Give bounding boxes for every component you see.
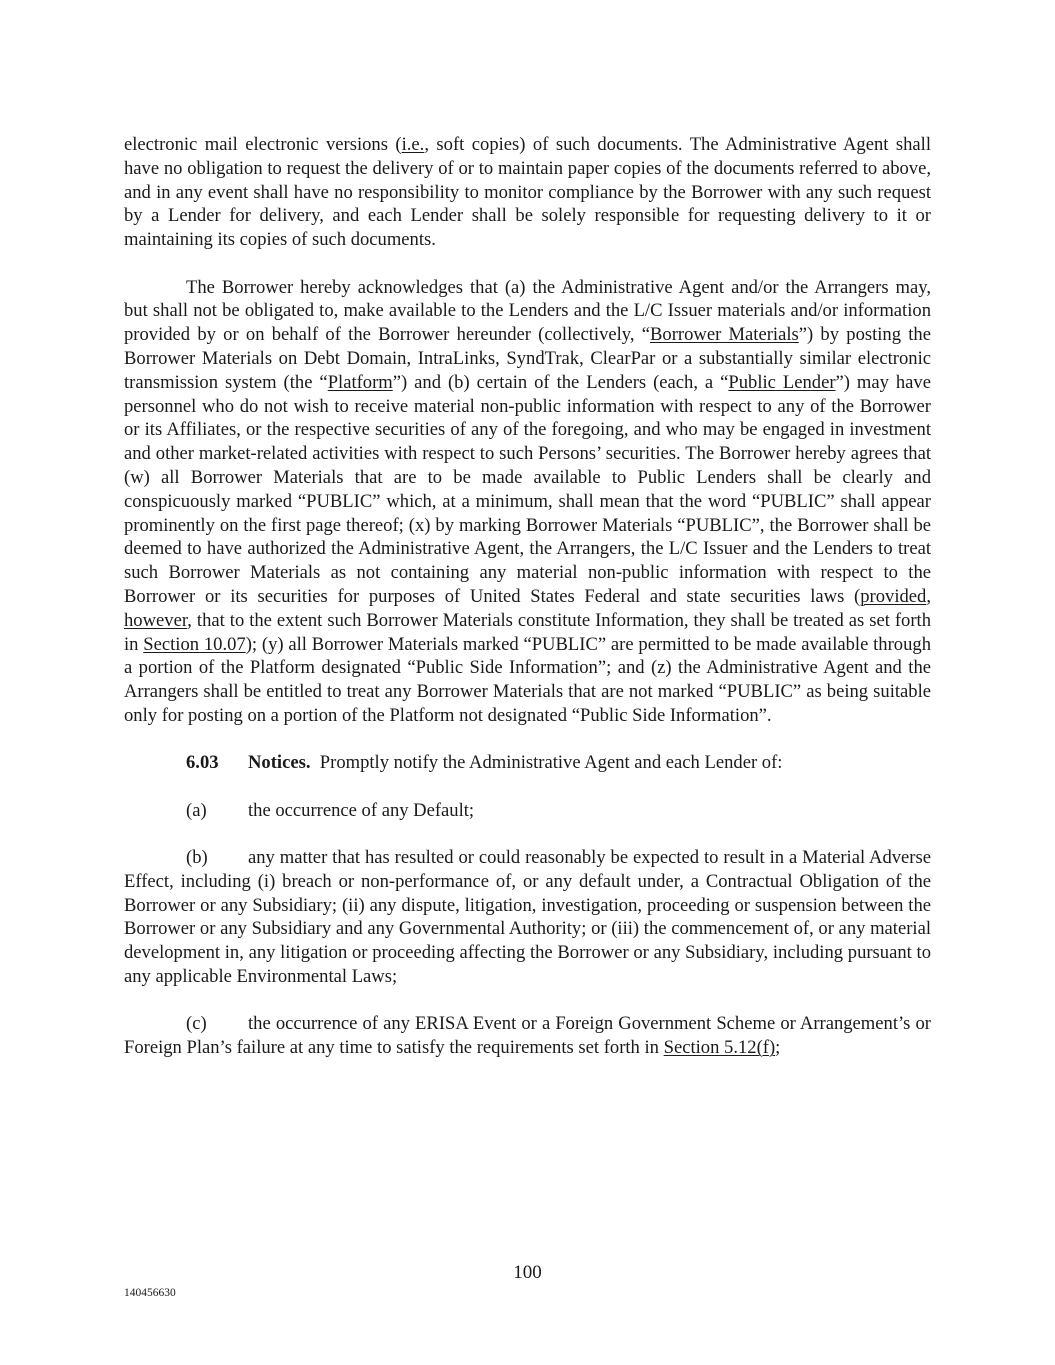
list-item-a bbox=[124, 799, 931, 823]
document-id: 140456630 bbox=[124, 1287, 176, 1299]
defined-term-borrower-materials: Borrower Materials bbox=[650, 324, 799, 346]
defined-term-public-lender: Public Lender bbox=[728, 371, 836, 393]
section-reference-10-07: Section 10.07 bbox=[143, 633, 246, 655]
section-reference-5-12-f: Section 5.12(f) bbox=[663, 1037, 776, 1059]
text: , bbox=[926, 585, 931, 607]
list-item-c bbox=[124, 1012, 931, 1060]
item-label: (b) bbox=[186, 847, 208, 869]
page-number: 100 bbox=[513, 1262, 542, 1283]
text: electronic mail electronic versions ( bbox=[124, 134, 402, 155]
defined-term-platform: Platform bbox=[327, 371, 393, 393]
list-item-b bbox=[124, 846, 931, 989]
section-heading-notices bbox=[124, 751, 931, 775]
paragraph-electronic-versions bbox=[124, 133, 931, 252]
text: ”) by posting the Borrower Materials on Debt Domain, IntraLinks, SyndTrak, ClearPar or a substantially similar electronic transmission system (the “ bbox=[124, 324, 931, 393]
item-label: (c) bbox=[186, 1013, 207, 1035]
term-provided: provided bbox=[860, 585, 927, 607]
text: , soft copies) of such documents. The Administrative Agent shall have no obligation to request the delivery of or to maintain paper copies of the documents referred to above, and in any event shall have no responsibility to monitor compliance by the Borrower with any such request by a Lender for delivery, and each Lender shall be solely responsible for requesting delivery to it or maintaining its copies of such documents. bbox=[124, 134, 931, 251]
document-page bbox=[124, 133, 931, 1084]
text: ”) and (b) certain of the Lenders (each, a “ bbox=[392, 371, 729, 393]
text: The Borrower hereby acknowledges that (a) the Administrative Agent and/or the Arrangers may, but shall not be obligated to, make available to the Lenders and the L/C Issuer materials and/or information provided by or on behalf of the Borrower hereunder (collectively, “ bbox=[124, 276, 931, 346]
item-text-tail: ; bbox=[775, 1037, 781, 1059]
text: ); (y) all Borrower Materials marked “PUBLIC” are permitted to be made available through a portion of the Platform designated “Public Side Information”; and (z) the Administrative Agent and the Arrangers shall be entitled to treat any Borrower Materials that are not marked “PUBLIC” as being suitable only for posting on a portion of the Platform not designated “Public Side Information”. bbox=[124, 633, 931, 726]
paragraph-borrower-materials bbox=[124, 276, 931, 728]
term-ie: i.e. bbox=[401, 134, 425, 155]
item-label: (a) bbox=[186, 799, 207, 821]
item-text: the occurrence of any ERISA Event or a Foreign Government Scheme or Arrangement’s or Foreign Plan’s failure at any time to satisfy the requirements set forth in bbox=[124, 1013, 931, 1059]
section-intro-text: Promptly notify the Administrative Agent and each Lender of: bbox=[310, 752, 783, 774]
text: , that to the extent such Borrower Materials constitute Information, they shall be treated as set forth in bbox=[124, 609, 931, 655]
section-title: Notices. bbox=[248, 752, 311, 774]
item-text: any matter that has resulted or could reasonably be expected to result in a Material Adverse Effect, including (i) breach or non-performance of, or any default under, a Contractual Obligation of the Borrower or any Subsidiary; (ii) any dispute, litigation, investigation, proceeding or suspension between the Borrower or any Subsidiary and any Governmental Authority; or (iii) the commencement of, or any material development in, any litigation or proceeding affecting the Borrower or any Subsidiary, including pursuant to any applicable Environmental Laws; bbox=[124, 847, 931, 988]
item-text: the occurrence of any Default; bbox=[248, 799, 475, 821]
text: ”) may have personnel who do not wish to receive material non-public information with respect to any of the Borrower or its Affiliates, or the respective securities of any of the foregoing, and who may be engaged in investment and other market-related activities with respect to such Persons’ securities. The Borrower hereby agrees that (w) all Borrower Materials that are to be made available to Public Lenders shall be clearly and conspicuously marked “PUBLIC” which, at a minimum, shall mean that the word “PUBLIC” shall appear prominently on the first page thereof; (x) by marking Borrower Materials “PUBLIC”, the Borrower shall be deemed to have authorized the Administrative Agent, the Arrangers, the L/C Issuer and the Lenders to treat such Borrower Materials as not containing any material non-public information with respect to the Borrower or its securities for purposes of United States Federal and state securities laws ( bbox=[124, 371, 931, 607]
section-number: 6.03 bbox=[186, 752, 219, 774]
term-however: however bbox=[124, 609, 188, 631]
